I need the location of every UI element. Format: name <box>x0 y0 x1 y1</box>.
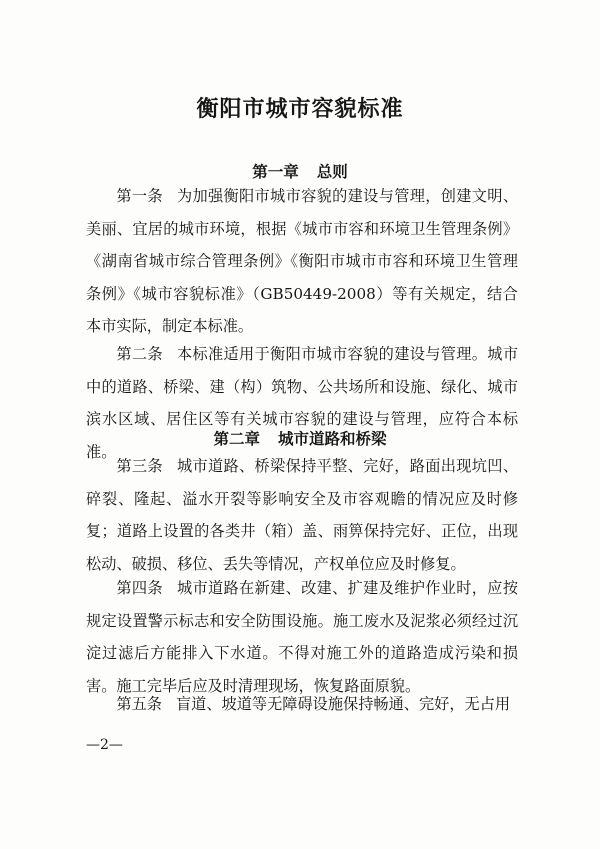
article-3-label: 第三条 <box>116 457 163 475</box>
chapter-2-number: 第二章 <box>213 429 260 448</box>
article-1-text: 为加强衡阳市城市容貌的建设与管理，创建文明、美丽、宜居的城市环境，根据《城市市容和环境卫生管理条例》《湖南省城市综合管理条例》《衡阳市城市市容和环境卫生管理条例》《城市容貌标准》（GB50449-2008）等有关规定，结合本市实际，制定本标准。 <box>86 187 519 335</box>
article-5-text: 盲道、坡道等无障碍设施保持畅通、完好，无占用 <box>175 695 511 713</box>
article-1-label: 第一条 <box>116 187 163 205</box>
document-title: 衡阳市城市容貌标准 <box>196 96 404 122</box>
chapter-1-number: 第一章 <box>252 162 299 181</box>
article-3-text: 城市道路、桥梁保持平整、完好，路面出现坑凹、碎裂、隆起、溢水开裂等影响安全及市容观瞻的情况应及时修复；道路上设置的各类井（箱）盖、雨箅保持完好、正位，出现松动、破损、移位、丢失等情况，产权单位应及时修复。 <box>86 457 519 573</box>
article-2-label: 第二条 <box>116 345 163 363</box>
page-number: —2— <box>86 737 123 753</box>
article-5 <box>86 688 518 721</box>
article-4 <box>86 572 518 702</box>
chapter-1-heading <box>0 160 600 182</box>
article-2-text: 本标准适用于衡阳市城市容貌的建设与管理。城市中的道路、桥梁、建（构）筑物、公共场所和设施、绿化、城市滨水区域、居住区等有关城市容貌的建设与管理，应符合本标准。 <box>86 345 519 461</box>
chapter-2-title: 城市道路和桥梁 <box>278 429 387 448</box>
article-4-label: 第四条 <box>116 579 163 597</box>
article-1 <box>86 180 518 343</box>
chapter-2-heading <box>0 427 600 449</box>
article-4-text: 城市道路在新建、改建、扩建及维护作业时，应按规定设置警示标志和安全防围设施。施工废水及泥浆必须经过沉淀过滤后方能排入下水道。不得对施工外的道路造成污染和损害。施工完毕后应及时清理现场，恢复路面原貌。 <box>86 579 519 695</box>
article-5-label: 第五条 <box>116 695 162 713</box>
chapter-1-title: 总则 <box>316 162 348 181</box>
article-3 <box>86 450 518 580</box>
